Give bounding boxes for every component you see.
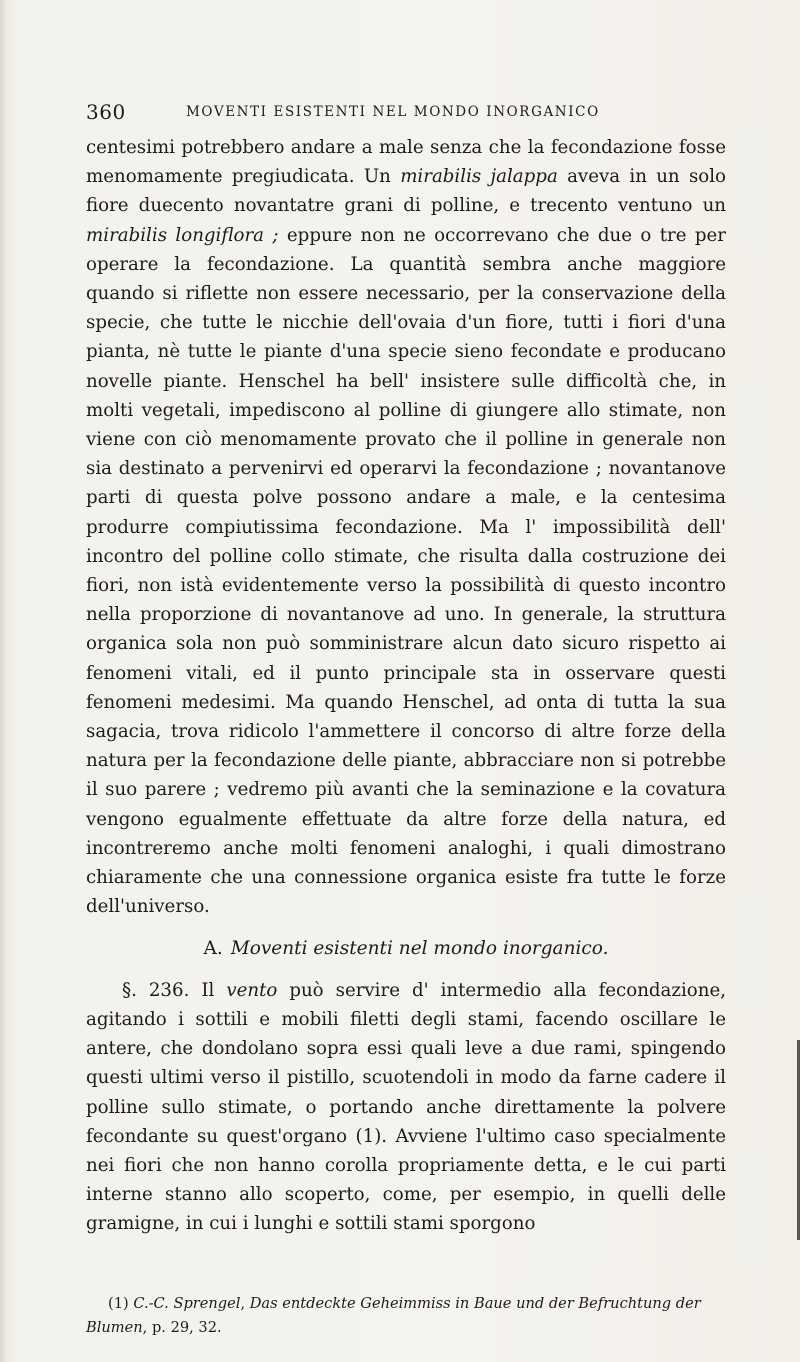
text-run: aveva in un solo fiore duecento novantatre grani di polline, e trecento ventuno un xyxy=(86,166,726,217)
footnote-marker: (1) xyxy=(108,1295,134,1312)
section-heading xyxy=(86,934,726,963)
footnote-reference: , p. 29, 32. xyxy=(142,1319,222,1336)
footnote-separator: , xyxy=(240,1295,250,1312)
footnote-author: C.-C. Sprengel xyxy=(133,1295,241,1312)
section-title: Moventi esistenti nel mondo inorganico. xyxy=(230,938,609,960)
page-number: 360 xyxy=(86,100,126,124)
text-run: eppure non ne occorrevano che due o tre per operare la fecondazione. La quantità sembra anche maggiore quando si riflette non essere necessario, per la conservazione della specie, che tutte le nicchie dell'ovaia d'un fiore, tutti i fiori d'una pianta, nè tutte le piante d'una specie sieno fecondate e producano novelle piante. Henschel ha bell' insistere sulle difficoltà che, in molti vegetali, impediscono al polline di giungere allo stimate, non viene con ciò menomamente provato che il polline in generale non sia destinato a pervenirvi ed operarvi la fecondazione ; novantanove parti di questa polve possono andare a male, e la centesima produrre compiutissima fecondazione. Ma l' impossibilità dell' incontro del polline collo stimate, che risulta dalla costruzione dei fiori, non istà evidentemente verso la possibilità di questo incontro nella proporzione di novantanove ad uno. In generale, la struttura organica sola non può somministrare alcun dato sicuro rispetto ai fenomeni vitali, ed il punto principale sta in osservare questi fenomeni medesimi. Ma quando Henschel, ad onta di tutta la sua sagacia, trova ridicolo l'ammettere il concorso di altre forze della natura per la fecondazione delle piante, abbracciare non si potrebbe il suo parere ; vedremo più avanti che la seminazione e la covatura vengono egualmente effettuate da altre forze della natura, ed incontreremo anche molti fenomeni analoghi, i quali dimostrano chiaramente che una connessione organica esiste fra tutte le forze dell'universo. xyxy=(86,224,726,918)
page-edge-shadow xyxy=(0,0,6,1362)
italic-term: mirabilis jalappa xyxy=(400,166,558,188)
paragraph-236 xyxy=(86,976,726,1239)
text-run: §. 236. Il xyxy=(122,979,227,1001)
footnote xyxy=(86,1292,726,1340)
footnote-title: Das entdeckte Geheimmiss in Baue und der Befruchtung der Blumen xyxy=(86,1295,701,1336)
text-run: può servire d' intermedio alla fecondazione, agitando i sottili e mobili filetti degli stami, facendo oscillare le antere, che dondolano sopra essi quali leve a due rami, spingendo questi ultimi verso il pistillo, scuotendoli in modo da farne cadere il polline sullo stimate, o portando anche direttamente la polvere fecondante su quest'organo (1). Avviene l'ultimo caso specialmente nei fiori che non hanno corolla propriamente detta, e le cui parti interne stanno allo scoperto, come, per esempio, in quelli delle gramigne, in cui i lunghi e sottili stami sporgono xyxy=(86,979,726,1235)
italic-term: vento xyxy=(226,979,278,1001)
text-run: centesimi potrebbero andare a male senza che la fecondazione fosse menomamente pregiudicata. Un xyxy=(86,137,726,188)
running-head: MOVENTI ESISTENTI NEL MONDO INORGANICO xyxy=(186,104,600,120)
section-letter: A. xyxy=(203,938,223,960)
page-header xyxy=(86,100,726,124)
paragraph-continuation xyxy=(86,133,726,921)
italic-term: mirabilis longiflora ; xyxy=(86,224,279,246)
body-text xyxy=(86,133,726,1239)
